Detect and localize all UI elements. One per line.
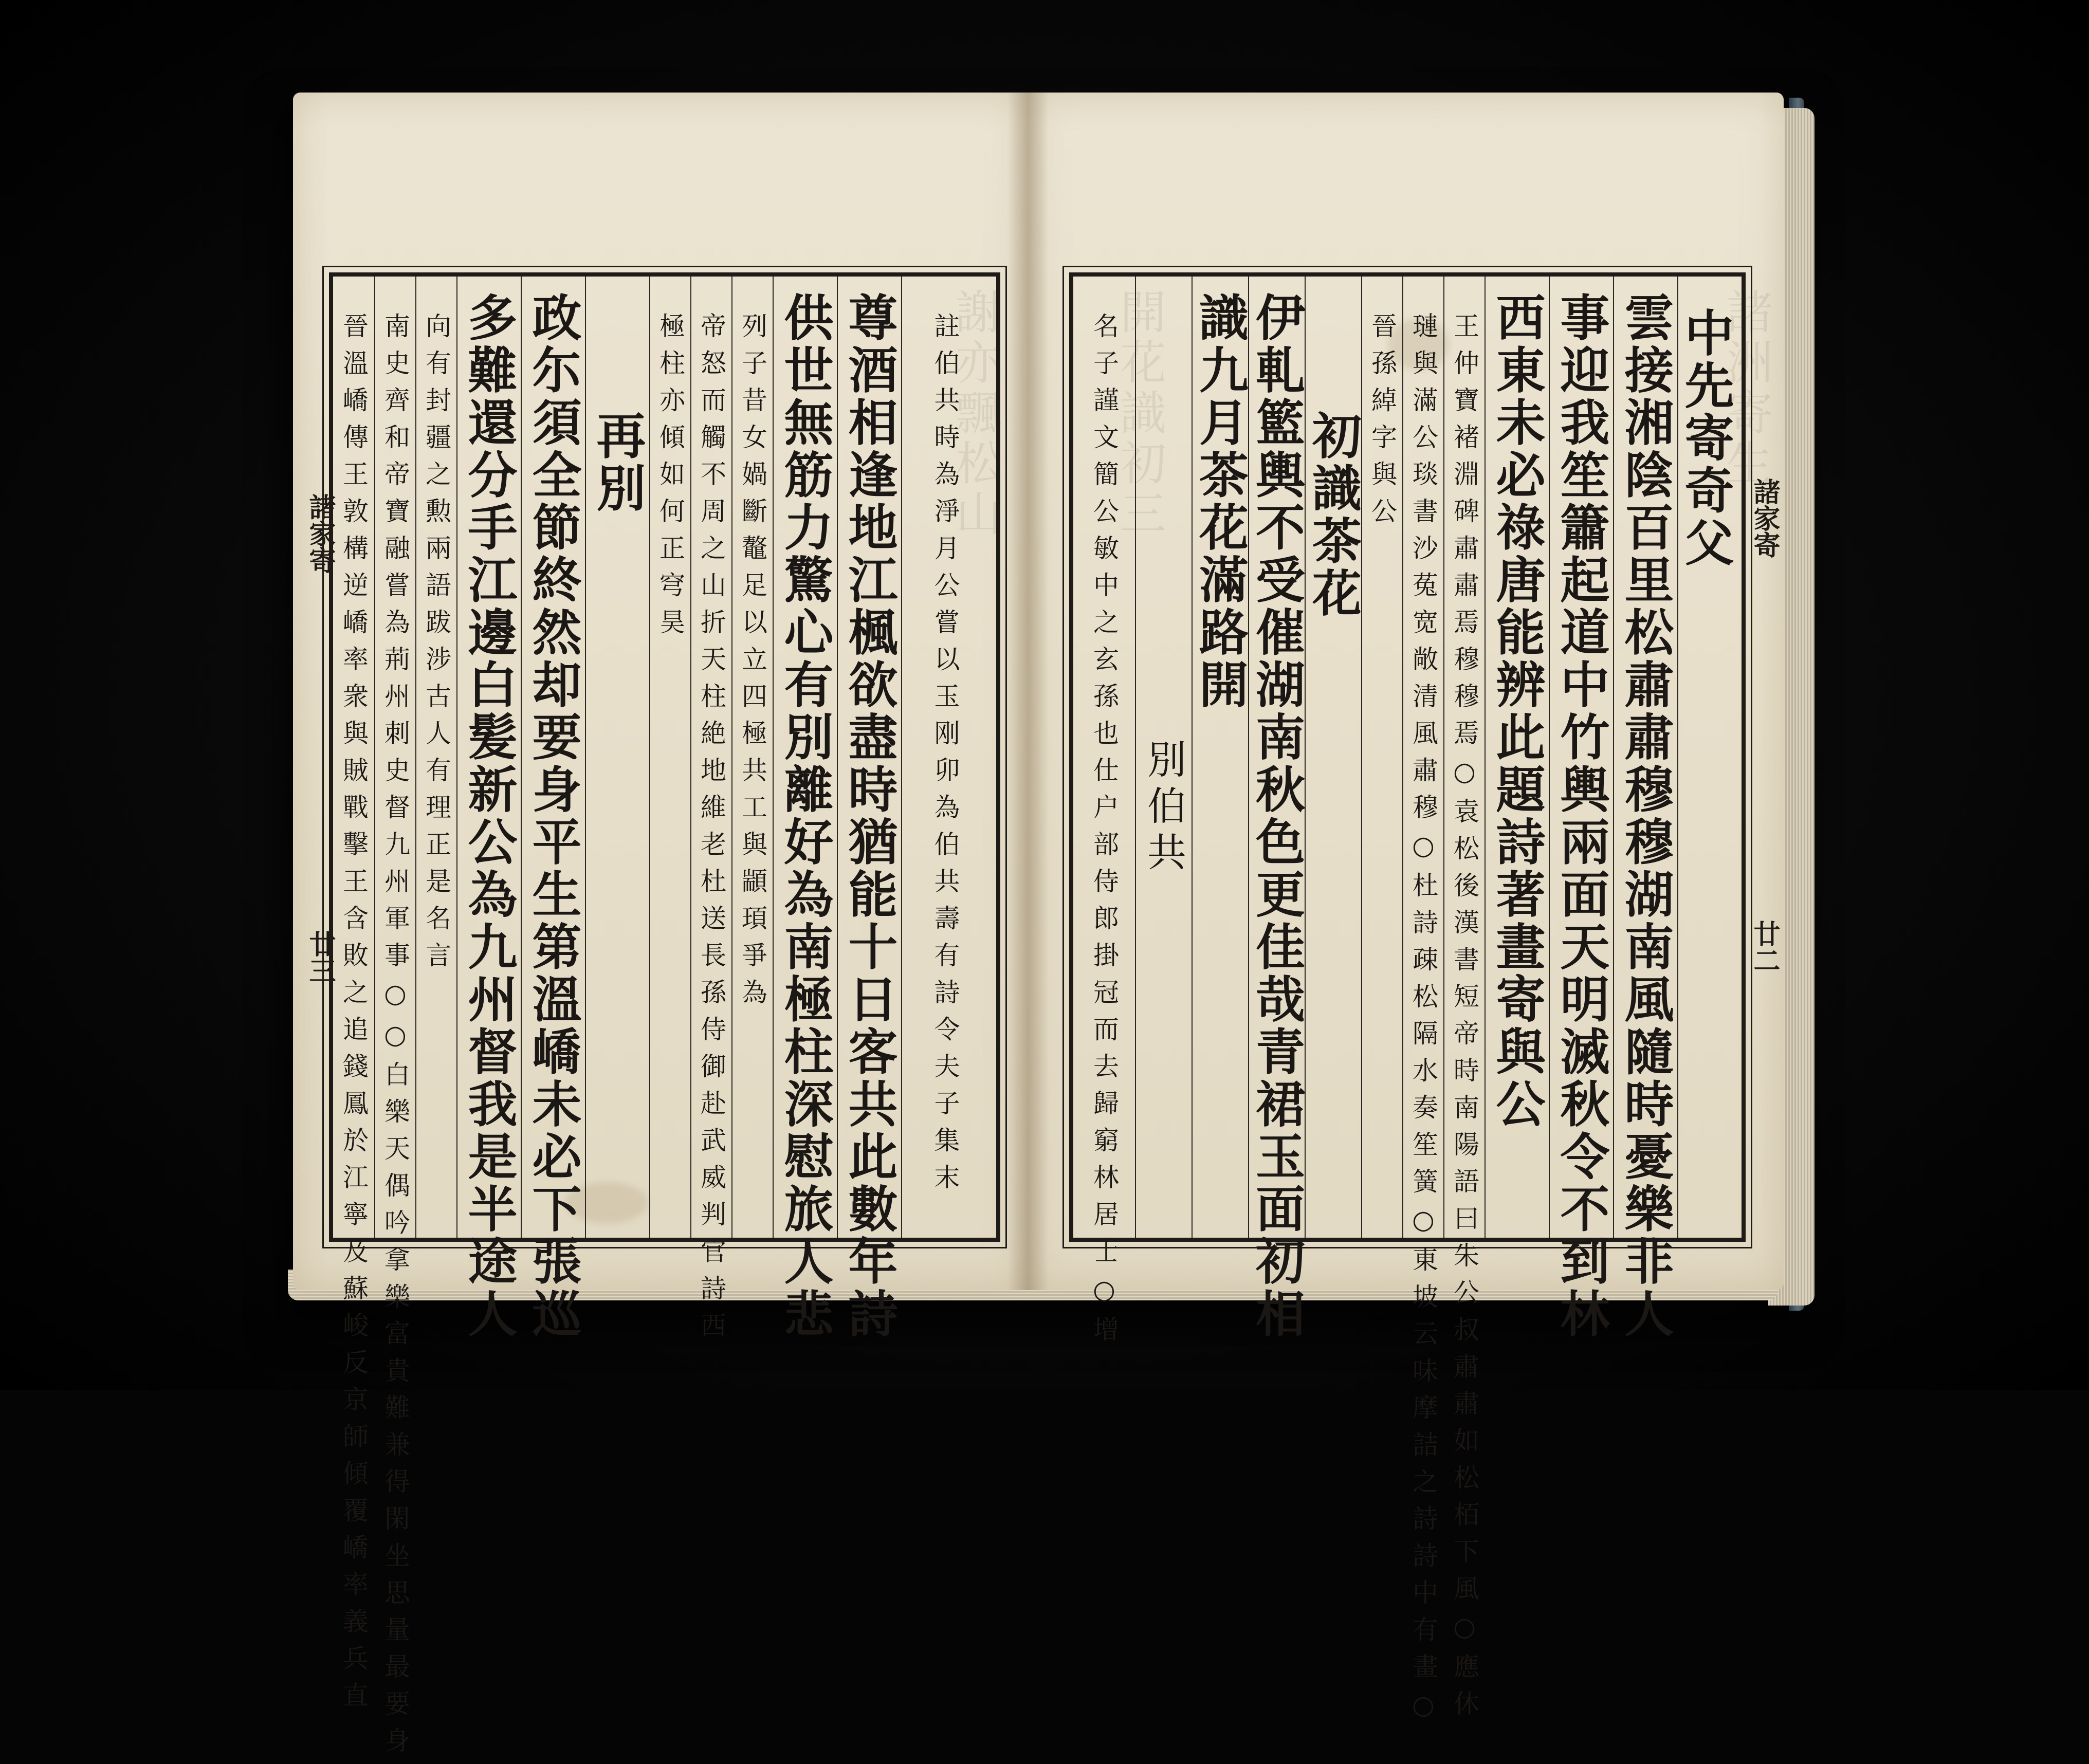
right-page-label: 諸家寄 <box>1749 478 1780 558</box>
text-column <box>773 277 837 1340</box>
left-page-label: 諸家寄 <box>304 493 336 574</box>
text-column <box>731 277 773 1238</box>
column-text: 列子昔女媧斷鼇足以立四極共工與顓頊爭為 <box>738 313 767 1016</box>
column-text: 晉溫嶠傳王敦構逆嶠率衆與賊戰擊王含敗之追錢鳳於江寧及蘇峻反京師傾覆嶠率義兵直 <box>339 313 369 1719</box>
text-column <box>585 277 649 1238</box>
text-column <box>1549 277 1613 1340</box>
column-text: 伊軋籃輿不受催湖南秋色更佳哉青裙玉面初相 <box>1248 292 1306 1340</box>
text-column <box>456 277 521 1340</box>
text-column <box>1305 277 1361 1238</box>
right-page-number: 廿二 <box>1749 920 1780 973</box>
bleed-through-text: 謝亦飄松山 <box>947 288 1001 540</box>
text-column <box>901 277 988 1238</box>
column-text: 雲接湘陰百里松肅肅穆穆湖南風隨時憂樂非人 <box>1617 292 1675 1340</box>
text-column <box>1073 277 1135 1353</box>
column-text: 政尓須全節終然却要身平生第溫嶠未必下張巡 <box>524 292 582 1340</box>
column-text: 供世無筋力驚心有別離好為南極柱深慰旅人悲 <box>776 292 834 1340</box>
bleed-through-text: 諸洲寄生 <box>1718 288 1772 489</box>
text-column <box>649 277 690 1238</box>
text-column <box>1443 277 1485 1727</box>
column-text: 事迎我笙簫起道中竹輿兩面天明滅秋令不到林 <box>1552 292 1610 1340</box>
column-text: 西東未必祿唐能辨此題詩著畫寄與公 <box>1488 292 1546 1131</box>
poem-title: 初識茶花 <box>1304 410 1363 620</box>
text-column <box>1613 277 1677 1340</box>
text-column <box>374 277 415 1764</box>
text-column <box>1135 277 1192 1238</box>
column-text: 王仲寶褚淵碑肅肅焉穆穆焉○袁松後漢書短帝時南陽語曰朱公叔肅肅如松栢下風○應休 <box>1450 313 1479 1727</box>
column-text: 向有封疆之勲兩語跋涉古人有理正是名言 <box>422 313 451 979</box>
right-text-frame <box>1069 272 1746 1731</box>
poem-title: 再別 <box>589 410 647 515</box>
text-column <box>1677 277 1733 1238</box>
column-text: 註伯共時為淨月公嘗以玉刚卯為伯共壽有詩令夫子集末 <box>930 313 960 1201</box>
column-text: 晉孫綽字與公 <box>1367 313 1397 535</box>
poem-subtitle: 別伯共 <box>1141 739 1187 878</box>
text-column <box>415 277 456 1238</box>
text-column <box>837 277 901 1340</box>
column-text: 南史齊和帝寶融嘗為荊州刺史督九州軍事○○白樂天偶吟拿樂富貴難兼得閑坐思量最要身 <box>380 313 410 1764</box>
text-column <box>690 277 731 1349</box>
column-text: 極柱亦傾如何正穹昊 <box>655 313 685 646</box>
column-text: 名子謹文簡公敏中之玄孫也仕户部侍郎掛冠而去歸窮林居士○增 <box>1089 313 1119 1353</box>
text-column <box>521 277 585 1340</box>
left-text-frame <box>329 272 1000 1764</box>
column-text: 璉與滿公琰書沙菟宽敞清風肅穆○杜詩疎松隔水奏笙簧○東坡云味摩詰之詩詩中有畫○ <box>1408 313 1438 1731</box>
text-column <box>1402 277 1443 1731</box>
text-column <box>333 277 374 1719</box>
text-column <box>1192 277 1248 1238</box>
column-text: 尊酒相逢地江楓欲盡時猶能十日客共此數年詩 <box>840 292 899 1340</box>
text-column <box>1485 277 1549 1238</box>
text-column <box>1248 277 1306 1340</box>
column-text: 識九月茶花滿路開 <box>1191 292 1250 711</box>
left-page-number: 廿三 <box>304 930 336 984</box>
column-text: 帝怒而觸不周之山折天柱絶地維老杜送長孫侍御赴武威判官詩西 <box>697 313 726 1349</box>
book-gutter <box>1007 93 1049 1290</box>
text-column <box>1361 277 1402 1238</box>
bleed-through-text: 開花識初三 <box>1112 288 1166 540</box>
column-text: 多難還分手江邊白髪新公為九州督我是半途人 <box>460 292 518 1340</box>
poem-title: 中先寄奇父 <box>1677 307 1735 569</box>
